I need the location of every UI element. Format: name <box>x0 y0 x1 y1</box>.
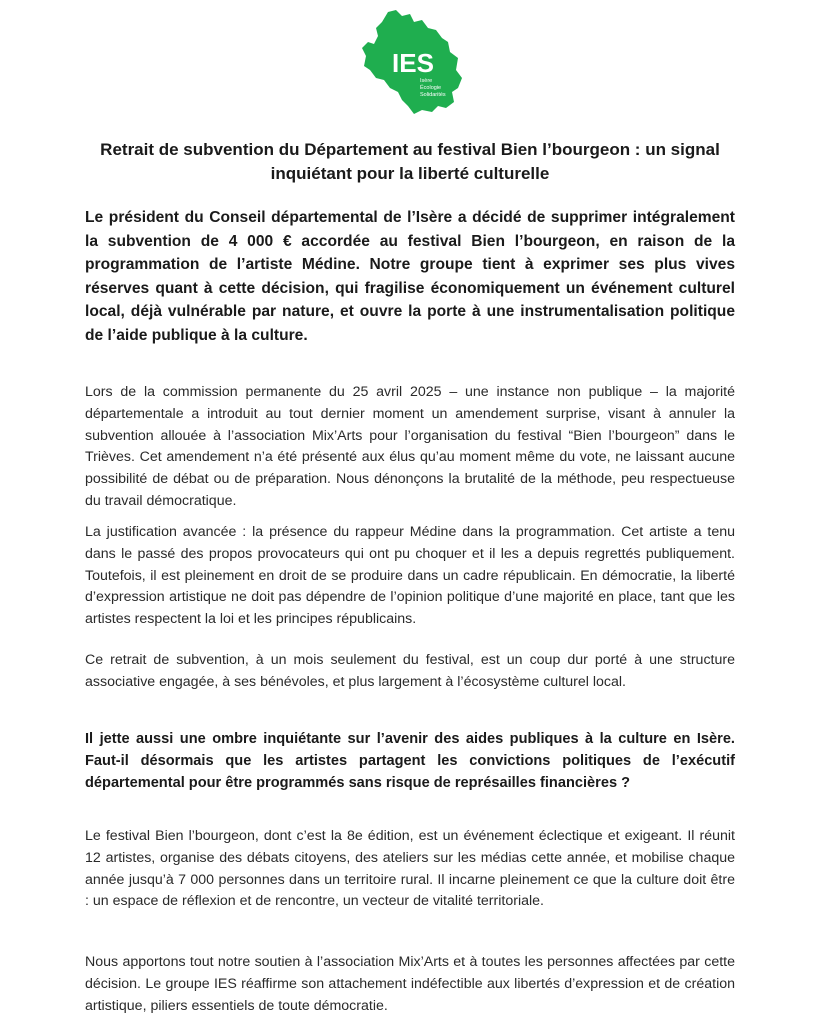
ies-logo <box>358 8 464 116</box>
highlighted-paragraph: Il jette aussi une ombre inquiétante sur l’avenir des aides publiques à la culture en Isère. Faut-il désormais que les artistes partagent les convictions politiques de l’exécutif départemental pour être programmés sans risque de représailles financières ? <box>85 731 735 791</box>
body-paragraph-5: Le festival Bien l’bourgeon, dont c’est la 8e édition, est un événement éclectique et exigeant. Il réunit 12 artistes, organise des débats citoyens, des ateliers sur les médias cette année, et mobilise chaque année jusqu’à 7 000 personnes dans un territoire rural. Il incarne pleinement ce que la culture doit être : un espace de réflexion et de rencontre, un vecteur de vitalité territoriale. <box>85 828 735 910</box>
logo-acronym: IES <box>392 48 434 78</box>
body-paragraph-3: Ce retrait de subvention, à un mois seulement du festival, est un coup dur porté à une structure associative engagée, à ses bénévoles, et plus largement à l’écosystème culturel local. <box>85 652 735 690</box>
document-title: Retrait de subvention du Département au festival Bien l’bourgeon : un signal inquiétant pour la liberté culturelle <box>100 140 720 183</box>
body-paragraph-6: Nous apportons tout notre soutien à l’association Mix’Arts et à toutes les personnes affectées par cette décision. Le groupe IES réaffirme son attachement indéfectible aux libertés d’expression et de création artistique, piliers essentiels de toute démocratie. <box>85 954 735 1014</box>
body-paragraph-2: La justification avancée : la présence du rappeur Médine dans la programmation. Cet artiste a tenu dans le passé des propos provocateurs qui ont pu choquer et il les a depuis regrettés publiquement. Toutefois, il est pleinement en droit de se produire dans un cadre républicain. En démocratie, la liberté d’expression artistique ne doit pas dépendre de l’opinion politique d’une majorité en place, tant que les artistes respectent la loi et les principes républicains. <box>85 524 735 628</box>
isere-map-logo-icon <box>358 8 464 116</box>
logo-tagline-3: Solidarités <box>420 92 446 98</box>
lead-paragraph: Le président du Conseil départemental de l’Isère a décidé de supprimer intégralement la subvention de 4 000 € accordée au festival Bien l’bourgeon, en raison de la programmation de l’artiste Médine. Notre groupe tient à exprimer ses plus vives réserves quant à cette décision, qui fragilise économiquement un événement culturel local, déjà vulnérable par nature, et ouvre la porte à une instrumentalisation politique de l’aide publique à la culture. <box>85 209 735 344</box>
body-paragraph-1: Lors de la commission permanente du 25 avril 2025 – une instance non publique – la majorité départementale a introduit au tout dernier moment un amendement surprise, visant à annuler la subvention allouée à l’association Mix’Arts pour l’organisation du festival “Bien l’bourgeon” dans le Trièves. Cet amendement n’a été présenté aux élus qu’au moment même du vote, ne laissant aucune possibilité de débat ou de préparation. Nous dénonçons la brutalité de la méthode, peu respectueuse du travail démocratique. <box>85 384 735 509</box>
logo-tagline-1: Isère <box>420 78 433 84</box>
logo-tagline-2: Écologie <box>420 85 442 91</box>
